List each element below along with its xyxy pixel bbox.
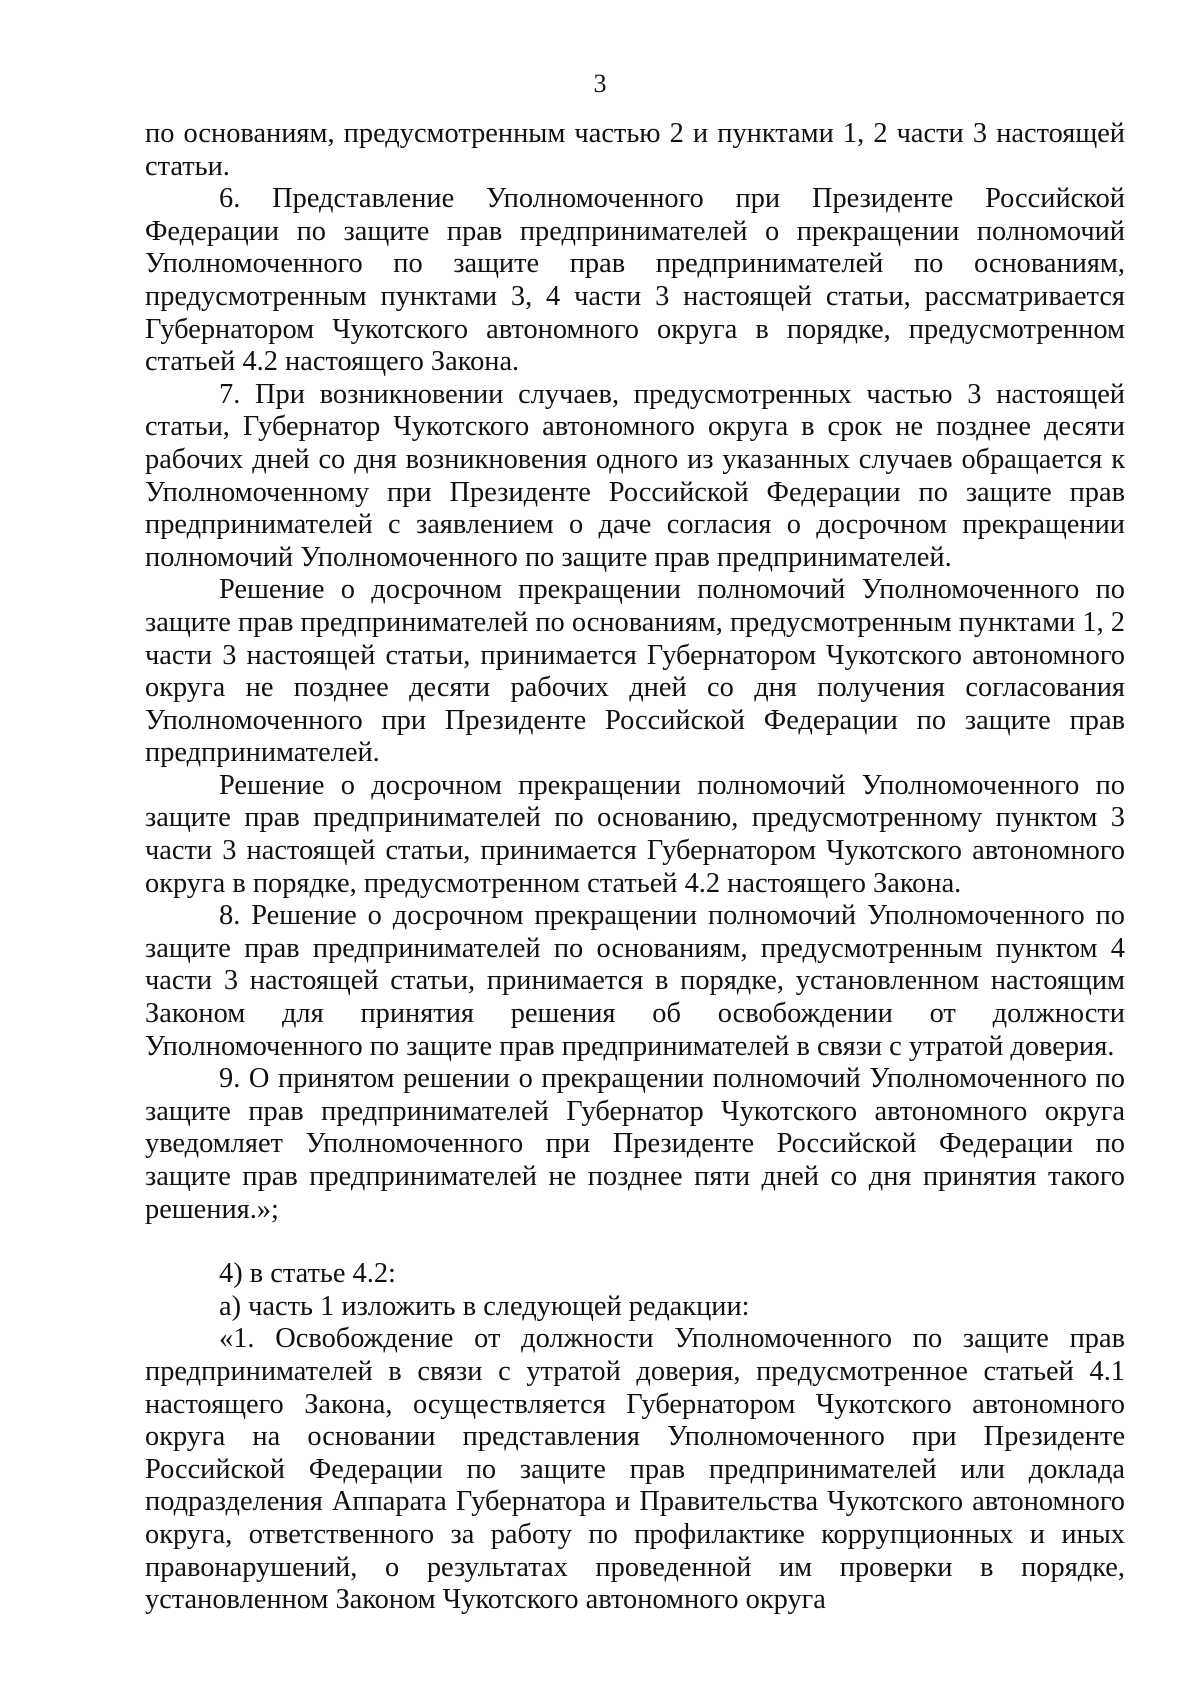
- paragraph-item-8: 8. Решение о досрочном прекращении полномочий Уполномоченного по защите прав предпринимателей по основаниям, предусмотренным пунктом 4 части 3 настоящей статьи, принимается в порядке, установленном настоящим Законом для принятия решения об освобождении от должности Уполномоченного по защите прав предпринимателей в связи с утратой доверия.: [145, 900, 1125, 1062]
- paragraph-continuation: по основаниям, предусмотренным частью 2 и пунктами 1, 2 части 3 настоящей статьи.: [145, 118, 1125, 182]
- paragraph-item-7-decision-2: Решение о досрочном прекращении полномочий Уполномоченного по защите прав предпринимателей по основанию, предусмотренному пунктом 3 части 3 настоящей статьи, принимается Губернатором Чукотского автономного округа в порядке, предусмотренном статьей 4.2 настоящего Закона.: [145, 769, 1125, 899]
- paragraph-item-4-a-text: «1. Освобождение от должности Уполномоченного по защите прав предпринимателей в связи с утратой доверия, предусмотренное статьей 4.1 настоящего Закона, осуществляется Губернатором Чукотского автономного округа на основании представления Уполномоченного при Президенте Российской Федерации по защите прав предпринимателей или доклада подразделения Аппарата Губернатора и Правительства Чукотского автономного округа, ответственного за работу по профилактике коррупционных и иных правонарушений, о результатах проведенной им проверки в порядке, установленном Законом Чукотского автономного округа: [145, 1323, 1125, 1616]
- paragraph-item-7-decision-1: Решение о досрочном прекращении полномочий Уполномоченного по защите прав предпринимателей по основаниям, предусмотренным пунктами 1, 2 части 3 настоящей статьи, принимается Губернатором Чукотского автономного округа не позднее десяти рабочих дней со дня получения согласования Уполномоченного при Президенте Российской Федерации по защите прав предпринимателей.: [145, 574, 1125, 769]
- paragraph-item-7: 7. При возникновении случаев, предусмотренных частью 3 настоящей статьи, Губернатор Чукотского автономного округа в срок не позднее десяти рабочих дней со дня возникновения одного из указанных случаев обращается к Уполномоченному при Президенте Российской Федерации по защите прав предпринимателей с заявлением о даче согласия о досрочном прекращении полномочий Уполномоченного по защите прав предпринимателей.: [145, 378, 1125, 573]
- document-body: [145, 118, 1125, 1617]
- paragraph-item-4-a: а) часть 1 изложить в следующей редакции:: [219, 1290, 750, 1322]
- paragraph-item-6: 6. Представление Уполномоченного при Президенте Российской Федерации по защите прав предпринимателей о прекращении полномочий Уполномоченного по защите прав предпринимателей по основаниям, предусмотренным пунктами 3, 4 части 3 настоящей статьи, рассматривается Губернатором Чукотского автономного округа в порядке, предусмотренном статьей 4.2 настоящего Закона.: [145, 183, 1125, 378]
- paragraph-item-4-article: 4) в статье 4.2:: [219, 1258, 396, 1290]
- page-number: 3: [593, 69, 607, 98]
- paragraph-item-9: 9. О принятом решении о прекращении полномочий Уполномоченного по защите прав предпринимателей Губернатор Чукотского автономного округа уведомляет Уполномоченного при Президенте Российской Федерации по защите прав предпринимателей не позднее пяти дней со дня принятия такого решения.»;: [145, 1063, 1125, 1225]
